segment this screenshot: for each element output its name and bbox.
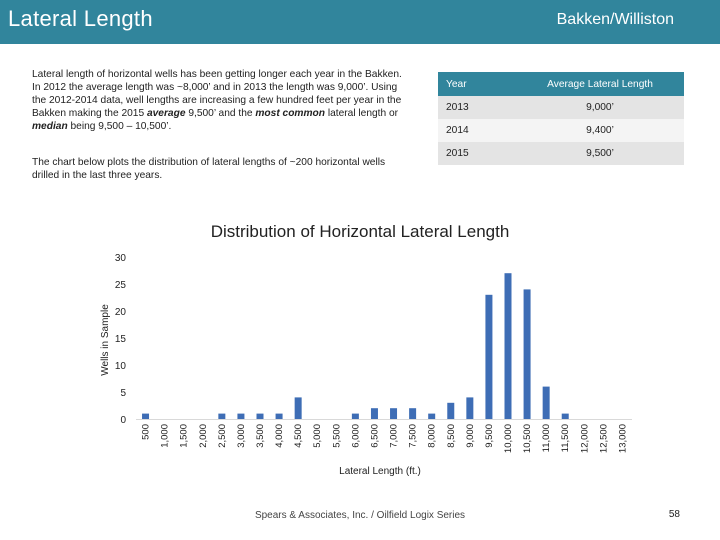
source-footer: Spears & Associates, Inc. / Oilfield Logix Series bbox=[254, 510, 466, 521]
intro-paragraph bbox=[32, 69, 410, 134]
chart-bar bbox=[524, 289, 531, 419]
chart-bar bbox=[390, 408, 397, 419]
average-length-table bbox=[438, 72, 684, 165]
chart-description: The chart below plots the distribution of lateral lengths of ~200 horizontal wells drilled in the last three years. bbox=[32, 157, 386, 181]
x-tick-label: 1,500 bbox=[178, 424, 190, 448]
x-tick-label: 9,000 bbox=[464, 424, 476, 448]
chart-bar bbox=[543, 387, 550, 419]
table-cell-year: 2013 bbox=[438, 96, 516, 119]
y-tick-label: 20 bbox=[114, 307, 126, 318]
chart-bar bbox=[257, 414, 264, 419]
x-tick-label: 9,500 bbox=[483, 424, 495, 448]
chart-bar bbox=[295, 397, 302, 419]
table-row bbox=[438, 119, 684, 142]
chart-bar bbox=[371, 408, 378, 419]
x-tick-label: 11,000 bbox=[541, 424, 553, 453]
x-tick-label: 11,500 bbox=[560, 424, 572, 453]
x-tick-label: 8,000 bbox=[426, 424, 438, 448]
table-row bbox=[438, 96, 684, 119]
table-cell-year: 2014 bbox=[438, 119, 516, 142]
x-tick-label: 1,000 bbox=[159, 424, 171, 448]
y-tick-label: 5 bbox=[120, 388, 126, 399]
table-cell-length: 9,500’ bbox=[516, 142, 684, 165]
table-row bbox=[438, 142, 684, 165]
x-tick-label: 12,000 bbox=[579, 424, 591, 454]
chart-bar bbox=[466, 397, 473, 419]
y-tick-label: 15 bbox=[114, 334, 126, 345]
chart-bar bbox=[428, 414, 435, 419]
table-cell-year: 2015 bbox=[438, 142, 516, 165]
table-header-year: Year bbox=[438, 72, 516, 96]
intro-text-d: being 9,500 – 10,500’. bbox=[67, 120, 172, 132]
x-tick-label: 8,500 bbox=[445, 424, 457, 448]
chart-bar bbox=[562, 414, 569, 419]
x-tick-label: 7,000 bbox=[388, 424, 400, 448]
x-tick-label: 6,500 bbox=[369, 424, 381, 448]
table-header-length: Average Lateral Length bbox=[516, 72, 684, 96]
x-tick-label: 4,000 bbox=[274, 424, 286, 448]
x-tick-label: 3,500 bbox=[255, 424, 266, 448]
chart-bar bbox=[447, 403, 454, 419]
chart-bar bbox=[352, 414, 359, 419]
chart-bar bbox=[142, 414, 149, 419]
y-tick-label: 25 bbox=[114, 280, 126, 291]
x-tick-label: 10,000 bbox=[503, 424, 514, 454]
chart-bar bbox=[485, 295, 492, 419]
x-tick-label: 2,000 bbox=[197, 424, 209, 448]
chart-bar bbox=[409, 408, 416, 419]
header-bar bbox=[0, 0, 720, 44]
x-tick-label: 500 bbox=[140, 424, 152, 440]
chart-bar bbox=[505, 273, 512, 419]
region-label: Bakken/Williston bbox=[556, 11, 674, 28]
intro-median: median bbox=[32, 120, 68, 132]
page-number: 58 bbox=[668, 509, 680, 520]
chart-title: Distribution of Horizontal Lateral Length bbox=[210, 222, 510, 241]
x-tick-label: 5,500 bbox=[331, 424, 343, 448]
intro-most-common: most common bbox=[255, 107, 325, 119]
chart-bar bbox=[276, 414, 283, 419]
y-tick-label: 30 bbox=[114, 253, 126, 264]
y-axis-label: Wells in Sample bbox=[100, 304, 111, 376]
chart-bar bbox=[237, 414, 244, 419]
x-tick-label: 3,000 bbox=[235, 424, 247, 448]
x-tick-label: 4,500 bbox=[293, 424, 305, 448]
intro-text-a: Lateral length of horizontal wells has been getting longer each year in the Bakken. In 2012 the average length was ~8,000’ and in 2013 the length was 9,000’. Using the 2012-2014 data, well lengths are increasing a few hundred feet per year in the Bakken making the 2015 bbox=[32, 69, 402, 119]
y-tick-label: 0 bbox=[120, 415, 126, 426]
table-cell-length: 9,000’ bbox=[516, 96, 684, 119]
x-tick-label: 2,500 bbox=[216, 424, 228, 448]
x-tick-label: 6,000 bbox=[350, 424, 362, 448]
x-tick-label: 10,500 bbox=[522, 424, 534, 454]
intro-text-c: lateral length or bbox=[325, 107, 399, 119]
page-title: Lateral Length bbox=[8, 6, 153, 31]
table-cell-length: 9,400’ bbox=[516, 119, 684, 142]
chart-bar bbox=[218, 414, 225, 419]
intro-average: average bbox=[146, 107, 186, 119]
x-axis-label: Lateral Length (ft.) bbox=[339, 466, 421, 477]
x-tick-label: 5,000 bbox=[312, 424, 324, 448]
x-tick-label: 13,000 bbox=[617, 424, 629, 454]
y-tick-label: 10 bbox=[114, 361, 126, 372]
x-tick-label: 7,500 bbox=[407, 424, 419, 448]
intro-text-b: 9,500’ and the bbox=[185, 107, 256, 119]
x-tick-label: 12,500 bbox=[598, 424, 610, 454]
